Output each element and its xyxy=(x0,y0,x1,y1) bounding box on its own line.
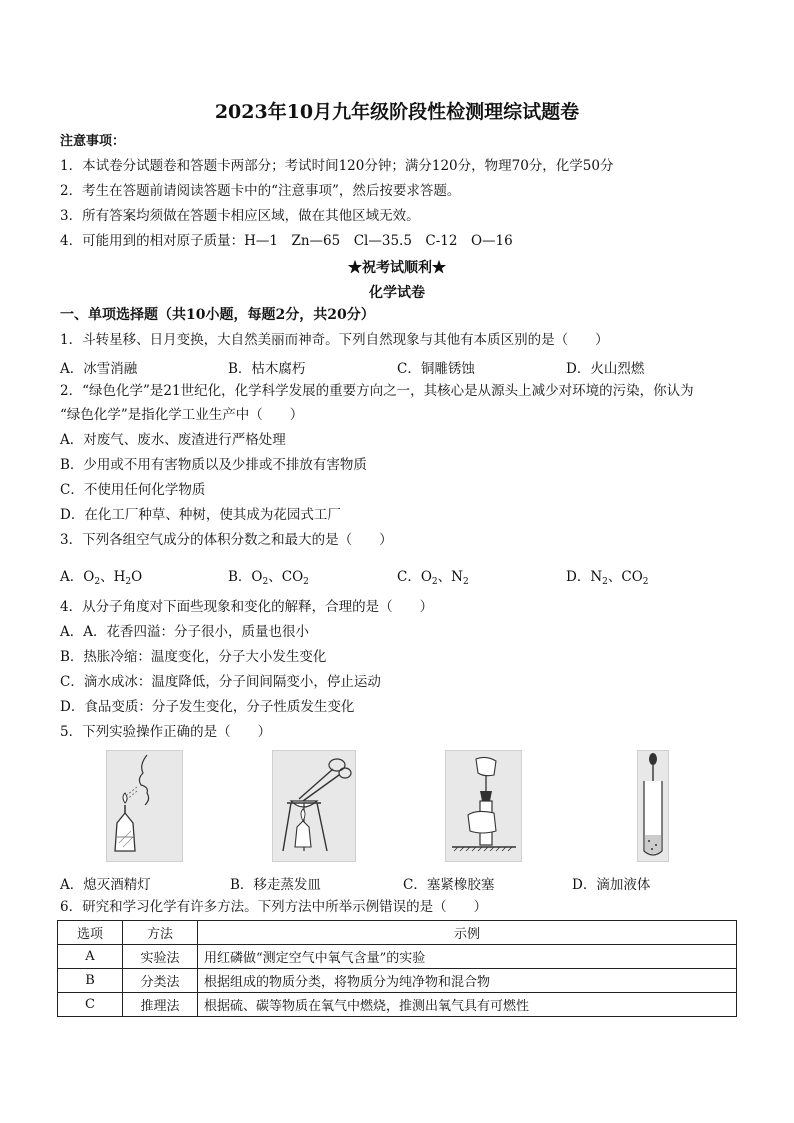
table-cell: C xyxy=(58,993,123,1017)
table-cell: 根据硫、碳等物质在氧气中燃烧，推测出氧气具有可燃性 xyxy=(198,993,737,1017)
q1-option-a: A．冰雪消融 xyxy=(60,361,138,377)
table-header: 方法 xyxy=(123,921,198,945)
question-3-stem: 3．下列各组空气成分的体积分数之和最大的是（ ） xyxy=(60,532,393,548)
question-4-stem: 4．从分子角度对下面些现象和变化的解释，合理的是（ ） xyxy=(60,599,434,615)
dropper-illustration xyxy=(638,751,668,861)
question-5-stem: 5．下列实验操作正确的是（ ） xyxy=(60,724,272,740)
q1-option-d: D．火山烈燃 xyxy=(566,361,645,377)
table-cell: 根据组成的物质分类，将物质分为纯净物和混合物 xyxy=(198,969,737,993)
methods-table xyxy=(57,920,737,1017)
exam-title: 2023年10月九年级阶段性检测理综试题卷 xyxy=(214,101,580,123)
notice-item: 1．本试卷分试题卷和答题卡两部分；考试时间120分钟；满分120分，物理70分，化学50分 xyxy=(60,158,614,174)
table-header-row xyxy=(58,921,737,945)
evaporating-dish-illustration xyxy=(273,751,355,861)
q5-option-c: C．塞紧橡胶塞 xyxy=(403,877,495,893)
table-cell: B xyxy=(58,969,123,993)
question-2-stem-cont: “绿色化学”是指化学工业生产中（ ） xyxy=(60,407,304,423)
notice-item: 4．可能用到的相对原子质量：H—1 Zn—65 Cl—35.5 C-12 O—16 xyxy=(60,233,513,249)
notice-heading: 注意事项： xyxy=(60,134,126,149)
table-row xyxy=(58,993,737,1017)
q5-option-d: D．滴加液体 xyxy=(572,877,651,893)
table-cell: 推理法 xyxy=(123,993,198,1017)
q3-option-a: A．$O_2$、$H_2O$ xyxy=(60,569,143,587)
table-row xyxy=(58,969,737,993)
q2-option-d: D．在化工厂种草、种树，使其成为花园式工厂 xyxy=(60,507,341,523)
q2-option-a: A．对废气、废水、废渣进行严格处理 xyxy=(60,432,286,448)
q1-option-b: B．枯木腐朽 xyxy=(228,361,306,377)
question-2-stem: 2．“绿色化学”是21世纪化，化学科学发展的重要方向之一，其核心是从源头上减少对环境的污染，你认为 xyxy=(60,383,694,399)
q2-option-c: C．不使用任何化学物质 xyxy=(60,482,206,498)
table-header: 示例 xyxy=(198,921,737,945)
blessing: ★祝考试顺利★ xyxy=(348,260,446,276)
table-cell: 分类法 xyxy=(123,969,198,993)
q5-option-a: A．熄灭酒精灯 xyxy=(60,877,151,893)
q4-option-b: B．热胀冷缩：温度变化，分子大小发生变化 xyxy=(60,649,327,665)
q2-option-b: B．少用或不用有害物质以及少排或不排放有害物质 xyxy=(60,457,367,473)
q3-option-d: D．$N_2$、$CO_2$ xyxy=(566,569,649,587)
table-cell: 用红磷做“测定空气中氧气含量”的实验 xyxy=(198,945,737,969)
table-cell: A xyxy=(58,945,123,969)
q4-option-c: C．滴水成冰：温度降低，分子间间隔变小，停止运动 xyxy=(60,674,381,690)
q4-option-a: A．A．花香四溢：分子很小，质量也很小 xyxy=(60,624,309,640)
table-header: 选项 xyxy=(58,921,123,945)
blow-lamp-illustration xyxy=(107,751,182,861)
figure-dropper xyxy=(637,750,669,862)
question-1-stem: 1．斗转星移、日月变换，大自然美丽而神奇。下列自然现象与其他有本质区别的是（ ） xyxy=(60,332,609,348)
notice-item: 2．考生在答题前请阅读答题卡中的“注意事项”，然后按要求答题。 xyxy=(60,183,461,199)
table-cell: 实验法 xyxy=(123,945,198,969)
figure-blow-lamp xyxy=(106,750,183,862)
figure-rubber-stopper xyxy=(445,750,522,862)
q3-option-b: B．$O_2$、$CO_2$ xyxy=(228,569,309,587)
subject-title: 化学试卷 xyxy=(369,285,425,301)
table-row xyxy=(58,945,737,969)
q4-option-d: D．食品变质：分子发生变化，分子性质发生变化 xyxy=(60,699,355,715)
q3-option-c: C．$O_2$、$N_2$ xyxy=(397,569,469,587)
question-6-stem: 6．研究和学习化学有许多方法。下列方法中所举示例错误的是（ ） xyxy=(60,899,488,915)
q1-option-c: C．铜雕锈蚀 xyxy=(397,361,475,377)
notice-item: 3．所有答案均须做在答题卡相应区域，做在其他区域无效。 xyxy=(60,208,420,224)
figure-evaporating-dish xyxy=(272,750,356,862)
section-heading: 一、单项选择题（共10小题，每题2分，共20分） xyxy=(60,307,375,323)
q5-option-b: B．移走蒸发皿 xyxy=(230,877,321,893)
rubber-stopper-illustration xyxy=(446,751,521,861)
